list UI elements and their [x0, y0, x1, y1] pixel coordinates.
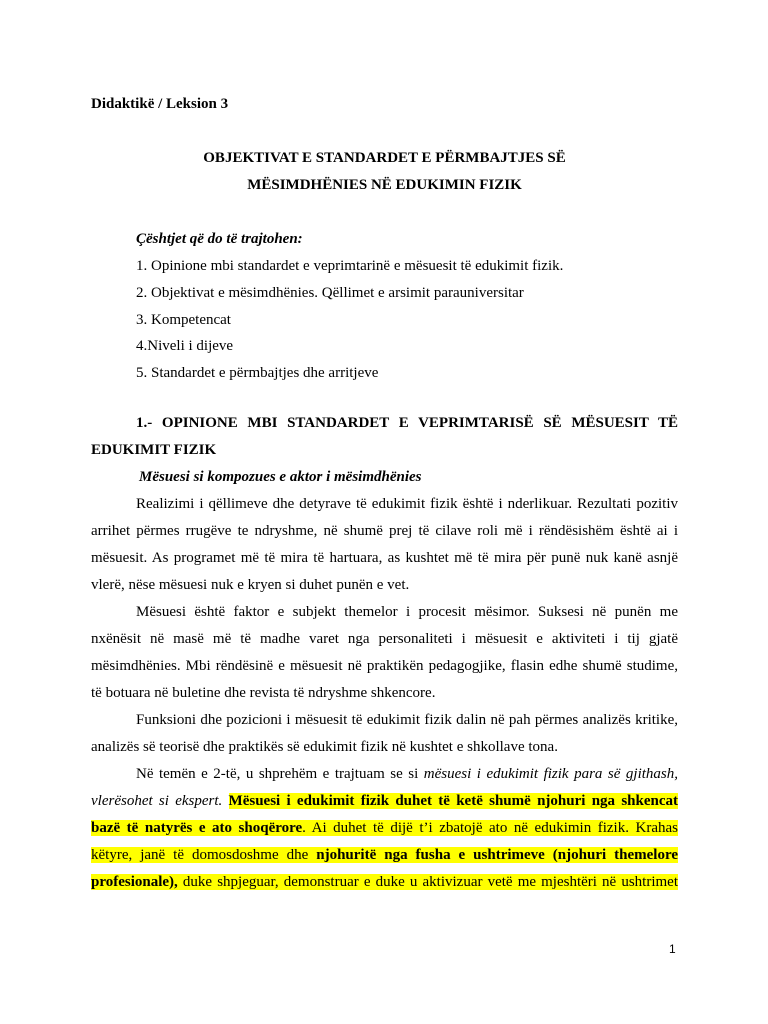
- paragraph-line: Realizimi i qëllimeve dhe detyrave të edukimit fizik është i nderlikuar. Rezultati pozitiv: [136, 496, 678, 512]
- paragraph-line: mësuesit. As programet më të mira të hartuara, as kushtet më të mira për punë nuk kanë asnjë: [91, 550, 678, 566]
- highlighted-text: duke shpjeguar, demonstruar e duke u aktivizuar vetë me mjeshtëri në ushtrimet: [177, 874, 678, 890]
- lesson-header: Didaktikë / Leksion 3: [91, 96, 229, 112]
- highlighted-text: këtyre, janë të domosdoshme dhe: [91, 847, 317, 863]
- title-line-1: OBJEKTIVAT E STANDARDET E PËRMBAJTJES SË: [203, 150, 566, 166]
- section-heading-line-2: EDUKIMIT FIZIK: [91, 442, 217, 458]
- question-item: 5. Standardet e përmbajtjes dhe arritjeve: [136, 365, 379, 381]
- paragraph-line: analizës së teorisë dhe praktikës së edukimit fizik në kushtet e shkollave tona.: [91, 739, 558, 755]
- paragraph-line: Mësuesi është faktor e subjekt themelor i procesit mësimor. Suksesi në punën me: [136, 604, 678, 620]
- paragraph-line: Funksioni dhe pozicioni i mësuesit të edukimit fizik dalin në pah përmes analizës kritike,: [136, 712, 678, 728]
- paragraph-line: të botuara në buletine dhe revista të ndryshme shkencore.: [91, 685, 436, 701]
- paragraph-line: [91, 869, 678, 896]
- paragraph-line: mësimdhënies. Mbi rëndësinë e mësuesit në praktikën pedagogjike, flasin edhe shumë studime,: [91, 658, 678, 674]
- question-item: 1. Opinione mbi standardet e veprimtarinë e mësuesit të edukimit fizik.: [136, 258, 564, 274]
- highlighted-text: bazë të natyrës e ato shoqërore: [91, 820, 303, 836]
- paragraph-line: [91, 788, 678, 815]
- highlighted-text: Mësuesi i edukimit fizik duhet të ketë shumë njohuri nga shkencat: [228, 793, 678, 809]
- question-item: 3. Kompetencat: [136, 312, 231, 328]
- question-item: 2. Objektivat e mësimdhënies. Qëllimet e arsimit parauniversitar: [136, 285, 524, 301]
- title-line-2: MËSIMDHËNIES NË EDUKIMIN FIZIK: [247, 177, 522, 193]
- section-heading: [91, 410, 678, 464]
- paragraph-line: nxënësit në masë më të madhe varet nga personaliteti i mësuesit e aktiviteti i tij gjatë: [91, 631, 678, 647]
- paragraph-line: Në temën e 2-të, u shprehëm e trajtuam se si mësuesi i edukimit fizik para së gjithash,: [136, 766, 679, 782]
- question-item: 4.Niveli i dijeve: [136, 338, 234, 354]
- highlighted-text: . Ai duhet të dijë t’i zbatojë ato në edukimin fizik. Krahas: [302, 820, 678, 836]
- paragraph-line: vlerë, nëse mësuesi nuk e kryen si duhet punën e vet.: [91, 577, 410, 593]
- page-number: 1: [669, 942, 676, 956]
- body-text: [91, 491, 678, 896]
- paragraph-line: [91, 842, 678, 869]
- section-heading-line-1: 1.- OPINIONE MBI STANDARDET E VEPRIMTARISË SË MËSUESIT TË: [136, 415, 678, 431]
- paragraph-line: arrihet përmes rrugëve te ndryshme, në shumë prej të cilave roli më i rëndësishëm është ai i: [91, 523, 678, 539]
- italic-phrase: mësuesi i edukimit fizik para së gjithash,: [423, 766, 679, 782]
- highlighted-text: profesionale),: [91, 874, 178, 890]
- questions-heading: Çështjet që do të trajtohen:: [136, 231, 303, 247]
- paragraph-line: [91, 815, 678, 842]
- subheading: Mësuesi si kompozues e aktor i mësimdhënies: [139, 469, 422, 485]
- italic-phrase: vlerësohet si ekspert.: [91, 793, 223, 809]
- highlighted-text: njohuritë nga fusha e ushtrimeve (njohuri themelore: [316, 847, 678, 863]
